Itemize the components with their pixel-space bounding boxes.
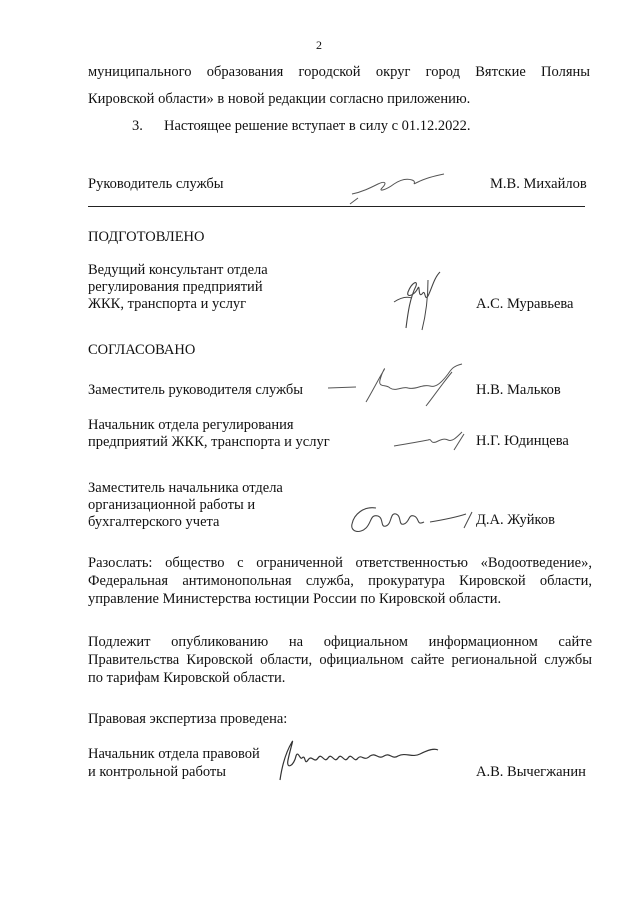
prepared-role-line-1: Ведущий консультант отдела [88, 262, 268, 278]
item3-text: Настоящее решение вступает в силу с 01.12.2022. [164, 118, 471, 134]
item3-number: 3. [132, 118, 143, 134]
publication-line-1: Подлежит опубликованию на официальном информационном сайте [88, 634, 592, 650]
agreed-person-2-signature [392, 424, 468, 459]
agreed-person-3-signature [346, 500, 474, 543]
head-signature [348, 166, 458, 211]
prepared-name: А.С. Муравьева [476, 296, 574, 312]
prepared-role-line-2: регулирования предприятий [88, 279, 263, 295]
legal-review-signature [270, 736, 442, 791]
head-name: М.В. Михайлов [490, 176, 587, 192]
distribution-line-1: Разослать: общество с ограниченной ответственностью «Водоотведение», [88, 555, 592, 571]
agreed-person-1-signature [326, 362, 466, 413]
publication-line-2: Правительства Кировской области, официальном сайте региональной службы [88, 652, 592, 668]
publication-line-3: по тарифам Кировской области. [88, 670, 286, 686]
agreed-person-3-role-line-3: бухгалтерского учета [88, 514, 220, 530]
agreed-person-1-role: Заместитель руководителя службы [88, 382, 304, 398]
legal-review-role-line-2: и контрольной работы [88, 764, 226, 780]
legal-review-role-line-1: Начальник отдела правовой [88, 746, 260, 762]
agreed-person-2-role-line-2: предприятий ЖКК, транспорта и услуг [88, 434, 330, 450]
prepared-signature [388, 268, 448, 337]
agreed-person-2-role-line-1: Начальник отдела регулирования [88, 417, 294, 433]
legal-review-name: А.В. Вычегжанин [476, 764, 586, 780]
agreed-person-1-name: Н.В. Мальков [476, 382, 561, 398]
agreed-person-3-name: Д.А. Жуйков [476, 512, 555, 528]
prepared-role-line-3: ЖКК, транспорта и услуг [88, 296, 247, 312]
agreed-person-2-name: Н.Г. Юдинцева [476, 433, 569, 449]
agreed-person-3-role-line-2: организационной работы и [88, 497, 256, 513]
distribution-line-3: управление Министерства юстиции России по Кировской области. [88, 591, 502, 607]
agreed-person-3-role-line-1: Заместитель начальника отдела [88, 480, 283, 496]
page-number: 2 [316, 38, 322, 52]
distribution-line-2: Федеральная антимонопольная служба, прокуратура Кировской области, [88, 573, 592, 589]
agreed-heading: СОГЛАСОВАНО [88, 342, 196, 358]
head-role: Руководитель службы [88, 176, 224, 192]
head-rule [88, 206, 585, 207]
legal-review-heading: Правовая экспертиза проведена: [88, 711, 288, 727]
intro-line-1: муниципального образования городской округ город Вятские Поляны [88, 64, 590, 80]
intro-line-2: Кировской области» в новой редакции согласно приложению. [88, 91, 471, 107]
prepared-heading: ПОДГОТОВЛЕНО [88, 229, 205, 245]
